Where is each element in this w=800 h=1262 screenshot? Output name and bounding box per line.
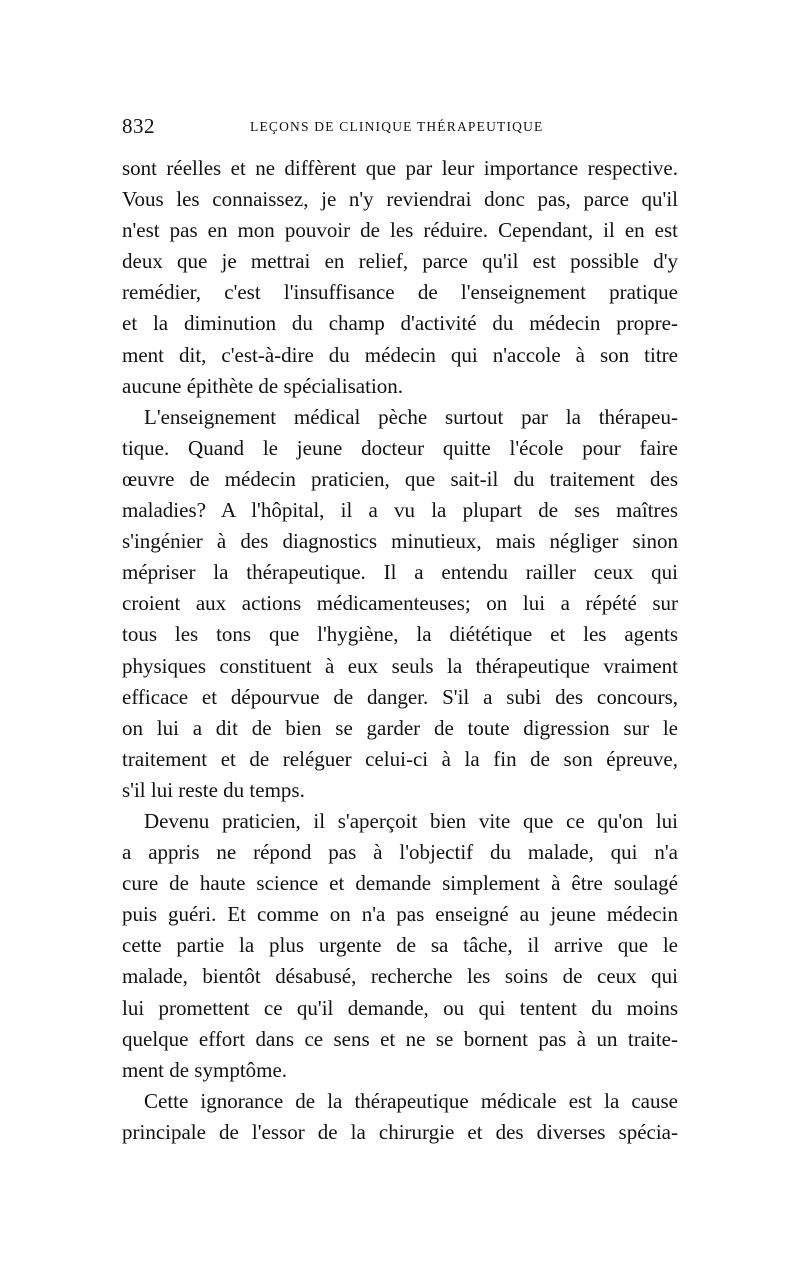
paragraph-start-line: Cette ignorance de la thérapeutique médicale est la cause — [144, 1088, 678, 1113]
paragraph-start-line: L'enseignement médical pèche surtout par la thérapeu- — [144, 404, 678, 429]
running-head — [122, 114, 678, 138]
text-line: quelque effort dans ce sens et ne se bornent pas à un traite- — [122, 1026, 678, 1051]
text-line: lui promettent ce qu'il demande, ou qui tentent du moins — [122, 995, 678, 1020]
text-line: principale de l'essor de la chirurgie et des diverses spécia- — [122, 1119, 678, 1144]
text-line: efficace et dépourvue de danger. S'il a subi des concours, — [122, 684, 678, 709]
text-line: physiques constituent à eux seuls la thérapeutique vraiment — [122, 653, 678, 678]
text-line: mépriser la thérapeutique. Il a entendu railler ceux qui — [122, 560, 678, 585]
page-number: 832 — [122, 114, 155, 138]
body-text — [122, 153, 678, 1148]
text-line: on lui a dit de bien se garder de toute digression sur le — [122, 715, 678, 740]
text-line: sont réelles et ne diffèrent que par leur importance respective. — [122, 156, 678, 180]
text-line: cure de haute science et demande simplement à être soulagé — [122, 871, 678, 896]
paragraph-end-line: aucune épithète de spécialisation. — [122, 373, 404, 398]
text-line: puis guéri. Et comme on n'a pas enseigné au jeune médecin — [122, 902, 678, 927]
text-line: et la diminution du champ d'activité du médecin propre- — [122, 311, 678, 336]
paragraph-start-line: Devenu praticien, il s'aperçoit bien vite que ce qu'on lui — [144, 808, 678, 833]
text-line: tous les tons que l'hygiène, la diététique et les agents — [122, 622, 678, 647]
paragraph-end-line: s'il lui reste du temps. — [122, 777, 305, 802]
text-line: remédier, c'est l'insuffisance de l'enseignement pratique — [122, 280, 678, 305]
text-line: traitement et de reléguer celui-ci à la fin de son épreuve, — [122, 746, 678, 771]
text-line: n'est pas en mon pouvoir de les réduire. Cependant, il en est — [122, 218, 678, 243]
text-line: cette partie la plus urgente de sa tâche, il arrive que le — [122, 933, 678, 958]
paragraph-end-line: ment de symptôme. — [122, 1057, 288, 1082]
text-line: croient aux actions médicamenteuses; on lui a répété sur — [122, 591, 678, 616]
text-line: malade, bientôt désabusé, recherche les soins de ceux qui — [122, 964, 678, 989]
text-line: maladies? A l'hôpital, il a vu la plupart de ses maîtres — [122, 498, 678, 523]
text-line: ment dit, c'est-à-dire du médecin qui n'accole à son titre — [122, 342, 678, 367]
text-line: tique. Quand le jeune docteur quitte l'école pour faire — [122, 435, 678, 460]
running-title: LEÇONS DE CLINIQUE THÉRAPEUTIQUE — [250, 119, 544, 134]
text-line: Vous les connaissez, je n'y reviendrai donc pas, parce qu'il — [122, 187, 678, 212]
text-line: deux que je mettrai en relief, parce qu'il est possible d'y — [122, 249, 678, 274]
text-line: œuvre de médecin praticien, que sait-il du traitement des — [122, 466, 678, 491]
text-line: a appris ne répond pas à l'objectif du malade, qui n'a — [122, 840, 678, 865]
text-line: s'ingénier à des diagnostics minutieux, mais négliger sinon — [122, 529, 678, 554]
